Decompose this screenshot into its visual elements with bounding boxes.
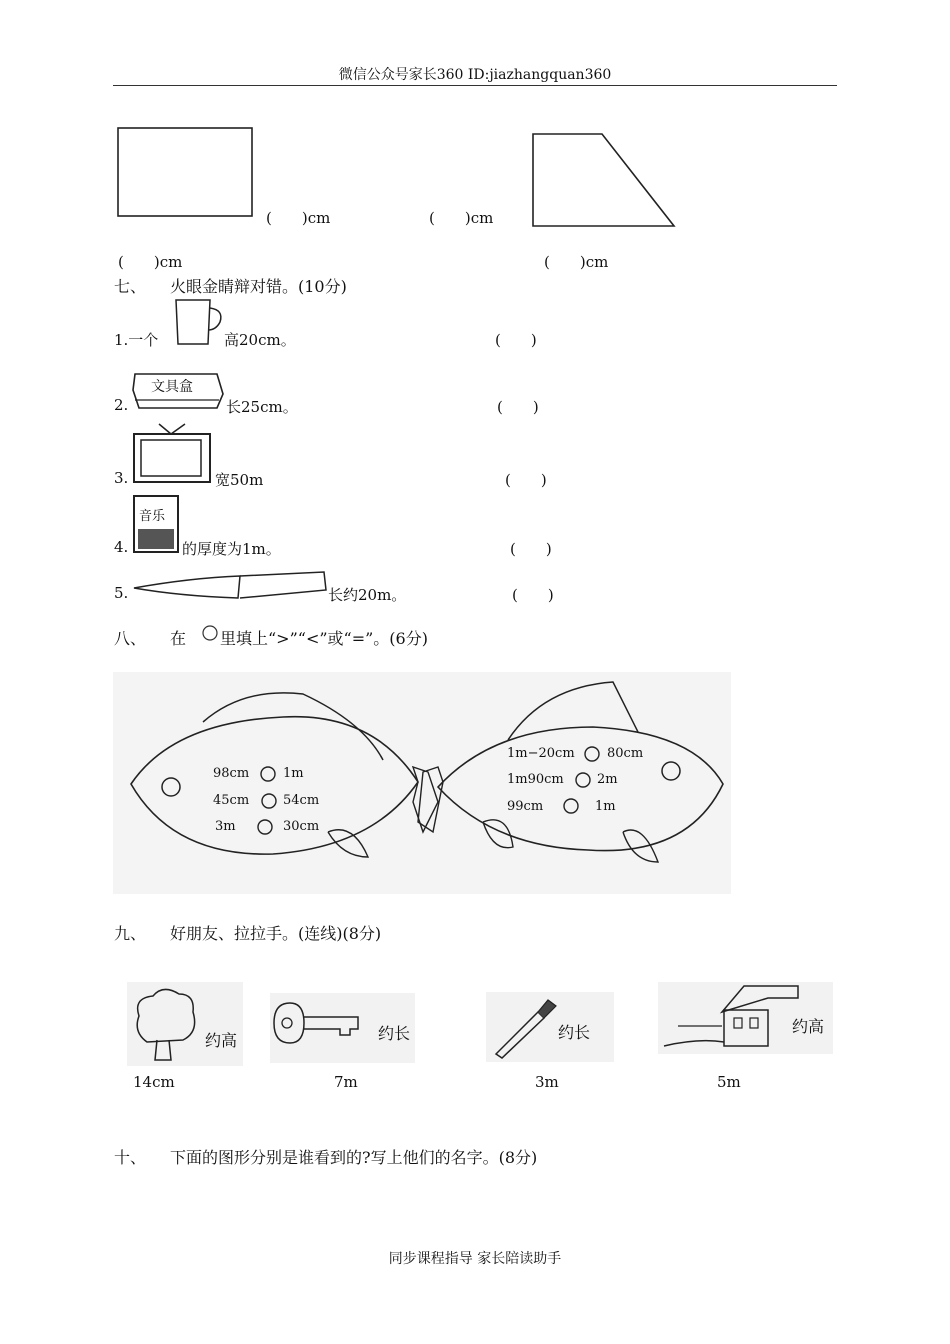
- question-number: 2.: [114, 396, 129, 414]
- fish-figure: [113, 672, 731, 894]
- blank-answer: ( )cm: [118, 253, 183, 271]
- compare-left: 45cm: [213, 793, 250, 808]
- question-text: 长约20m。: [328, 586, 407, 604]
- page-header: 微信公众号家长360 ID:jiazhangquan360: [338, 67, 612, 83]
- question-text: 的厚度为1m。: [182, 540, 281, 558]
- question-number: 4.: [114, 538, 129, 556]
- compare-right: 54cm: [283, 793, 320, 808]
- question-text: 长25cm。: [226, 398, 298, 416]
- compare-left: 98cm: [213, 766, 250, 781]
- picture-label: 约长: [378, 1024, 411, 1043]
- pencil-box-label: 文具盒: [151, 379, 193, 395]
- picture-label: 约长: [558, 1023, 591, 1042]
- music-book-picture: [131, 493, 183, 557]
- compare-right: 1m: [595, 799, 616, 814]
- question-number: 1.一个: [114, 331, 159, 349]
- tv-icon: [131, 420, 213, 486]
- header-rule: [113, 85, 837, 86]
- trapezoid-shape: [528, 130, 680, 230]
- question-number: 3.: [114, 469, 129, 487]
- compare-left: 1m90cm: [507, 772, 564, 787]
- fish-drawing: [113, 672, 731, 894]
- compare-right: 1m: [283, 766, 304, 781]
- measure-value: 5m: [717, 1073, 741, 1091]
- answer-blank: ( ): [505, 471, 547, 489]
- compare-right: 30cm: [283, 819, 320, 834]
- answer-blank: ( ): [497, 398, 539, 416]
- pencil-box-picture: [131, 370, 227, 412]
- section-8-title-part2: 里填上“>”“<”或“=”。(6分): [220, 629, 428, 648]
- compare-left: 3m: [215, 819, 236, 834]
- tree-picture: [127, 982, 243, 1066]
- section-7-title: 七、 火眼金睛辩对错。(10分): [114, 277, 347, 296]
- section-10-title: 十、 下面的图形分别是谁看到的?写上他们的名字。(8分): [114, 1148, 538, 1167]
- compare-left: 99cm: [507, 799, 544, 814]
- blank-answer: ( )cm: [429, 209, 494, 227]
- measure-value: 3m: [535, 1073, 559, 1091]
- circle-icon: [201, 624, 219, 642]
- question-number: 5.: [114, 584, 129, 602]
- answer-blank: ( ): [510, 540, 552, 558]
- knife-icon: [130, 568, 330, 604]
- page-footer: 同步课程指导 家长陪读助手: [388, 1251, 562, 1267]
- key-picture: [270, 993, 415, 1063]
- blank-answer: ( )cm: [266, 209, 331, 227]
- section-9-title: 九、 好朋友、拉拉手。(连线)(8分): [114, 924, 382, 943]
- question-text: 高20cm。: [224, 331, 296, 349]
- measure-value: 14cm: [133, 1073, 175, 1091]
- picture-label: 约高: [205, 1031, 238, 1050]
- picture-label: 约高: [792, 1017, 825, 1036]
- toothbrush-picture: [486, 992, 614, 1062]
- compare-left: 1m−20cm: [507, 746, 575, 761]
- compare-right: 80cm: [607, 746, 644, 761]
- answer-blank: ( ): [495, 331, 537, 349]
- answer-blank: ( ): [512, 586, 554, 604]
- blank-answer: ( )cm: [544, 253, 609, 271]
- question-text: 宽50m: [215, 471, 264, 489]
- house-picture: [658, 982, 833, 1054]
- rectangle-shape: [112, 122, 257, 222]
- music-book-label: 音乐: [139, 509, 166, 524]
- section-8-title-part1: 八、 在: [114, 629, 187, 648]
- cup-icon: [170, 296, 226, 348]
- measure-value: 7m: [334, 1073, 358, 1091]
- compare-right: 2m: [597, 772, 618, 787]
